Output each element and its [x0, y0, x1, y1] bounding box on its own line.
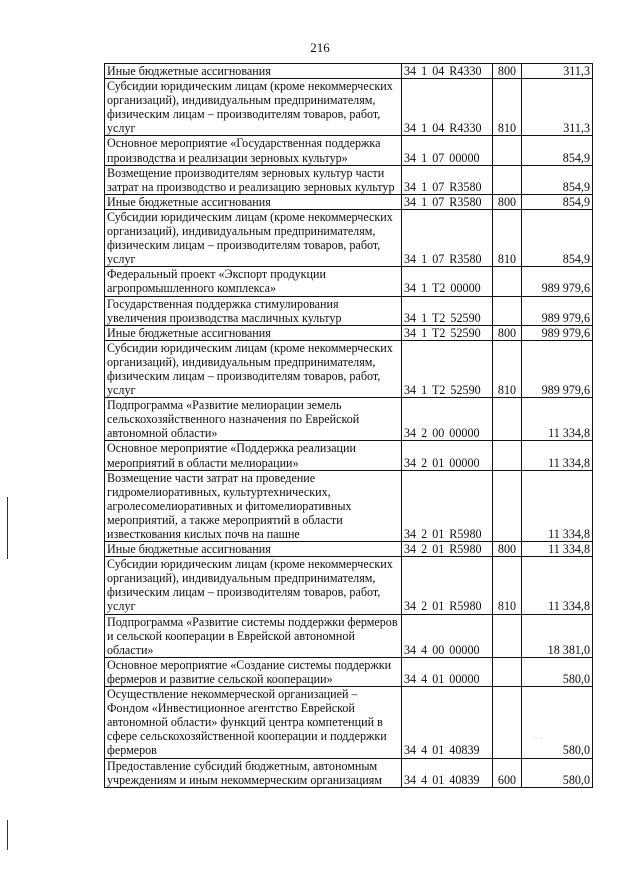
row-amount-cell: 11 334,8: [522, 398, 593, 441]
table-row: [105, 470, 593, 541]
table-row: [105, 325, 593, 340]
row-name-cell: Субсидии юридическим лицам (кроме некоммерческих организаций), индивидуальным предпринимателям, физическим лицам – производителям товаров, работ, услуг: [105, 340, 402, 397]
row-expense-type-cell: [493, 136, 522, 165]
row-name-cell: Государственная поддержка стимулирования увеличения производства масличных культур: [105, 296, 402, 325]
row-expense-type-cell: [493, 165, 522, 194]
row-amount-cell: 580,0: [522, 657, 593, 686]
row-name-cell: Иные бюджетные ассигнования: [105, 542, 402, 557]
row-code-cell: 34 1 07 00000: [402, 136, 493, 165]
table-row: [105, 557, 593, 614]
row-name-cell: Иные бюджетные ассигнования: [105, 194, 402, 209]
row-amount-cell: 580,0: [522, 687, 593, 758]
row-code-cell: 34 4 01 00000: [402, 657, 493, 686]
row-code-cell: 34 4 01 40839: [402, 758, 493, 787]
row-expense-type-cell: [493, 441, 522, 470]
row-code-cell: 34 1 T2 52590: [402, 325, 493, 340]
row-name-cell: Предоставление субсидий бюджетным, автономным учреждениям и иным некоммерческим организациям: [105, 758, 402, 787]
row-code-cell: 34 2 01 R5980: [402, 542, 493, 557]
row-amount-cell: 11 334,8: [522, 470, 593, 541]
table-row: [105, 614, 593, 657]
row-amount-cell: 989 979,6: [522, 296, 593, 325]
row-code-cell: 34 4 00 00000: [402, 614, 493, 657]
row-amount-cell: 311,3: [522, 64, 593, 79]
row-amount-cell: 989 979,6: [522, 267, 593, 296]
page-number: 216: [310, 40, 330, 55]
table-row: [105, 441, 593, 470]
row-expense-type-cell: 810: [493, 557, 522, 614]
row-name-cell: Осуществление некоммерческой организацией – Фондом «Инвестиционное агентство Еврейской автономной области» функций центра компетенций в сфере сельскохозяйственной кооперации и поддержки фермеров: [105, 687, 402, 758]
row-amount-cell: 989 979,6: [522, 340, 593, 397]
table-row: [105, 267, 593, 296]
row-expense-type-cell: 800: [493, 325, 522, 340]
row-expense-type-cell: [493, 398, 522, 441]
row-name-cell: Возмещение части затрат на проведение гидромелиоративных, культуртехнических, агролесомелиоративных и фитомелиоративных мероприятий, а также мероприятий в области известкования кислых почв на пашне: [105, 470, 402, 541]
row-code-cell: 34 2 01 R5980: [402, 557, 493, 614]
row-name-cell: Подпрограмма «Развитие системы поддержки фермеров и сельской кооперации в Еврейской автономной области»: [105, 614, 402, 657]
table-row: [105, 340, 593, 397]
row-amount-cell: 854,9: [522, 165, 593, 194]
row-code-cell: 34 1 T2 00000: [402, 267, 493, 296]
row-expense-type-cell: 810: [493, 79, 522, 136]
row-amount-cell: 11 334,8: [522, 557, 593, 614]
row-amount-cell: 854,9: [522, 194, 593, 209]
left-margin-line: [7, 820, 8, 850]
row-name-cell: Возмещение производителям зерновых культур части затрат на производство и реализацию зерновых культур: [105, 165, 402, 194]
row-expense-type-cell: [493, 614, 522, 657]
table-row: [105, 194, 593, 209]
row-name-cell: Иные бюджетные ассигнования: [105, 325, 402, 340]
row-amount-cell: 18 381,0: [522, 614, 593, 657]
row-expense-type-cell: 810: [493, 209, 522, 266]
row-expense-type-cell: 600: [493, 758, 522, 787]
row-amount-cell: 854,9: [522, 136, 593, 165]
row-name-cell: Иные бюджетные ассигнования: [105, 64, 402, 79]
table-row: [105, 64, 593, 79]
table-row: [105, 542, 593, 557]
budget-table-body: [105, 64, 593, 788]
row-amount-cell: 854,9: [522, 209, 593, 266]
row-amount-cell: 989 979,6: [522, 325, 593, 340]
row-amount-cell: 580,0: [522, 758, 593, 787]
row-code-cell: 34 1 04 R4330: [402, 79, 493, 136]
row-name-cell: Федеральный проект «Экспорт продукции агропромышленного комплекса»: [105, 267, 402, 296]
row-name-cell: Субсидии юридическим лицам (кроме некоммерческих организаций), индивидуальным предпринимателям, физическим лицам – производителям товаров, работ, услуг: [105, 557, 402, 614]
table-row: [105, 687, 593, 758]
row-expense-type-cell: 800: [493, 64, 522, 79]
table-row: [105, 296, 593, 325]
table-row: [105, 657, 593, 686]
row-code-cell: 34 2 00 00000: [402, 398, 493, 441]
row-expense-type-cell: 810: [493, 340, 522, 397]
row-expense-type-cell: 800: [493, 542, 522, 557]
row-expense-type-cell: [493, 296, 522, 325]
scan-specks: · ·: [535, 736, 542, 742]
row-amount-cell: 311,3: [522, 79, 593, 136]
table-row: [105, 165, 593, 194]
row-name-cell: Субсидии юридическим лицам (кроме некоммерческих организаций), индивидуальным предпринимателям, физическим лицам – производителям товаров, работ, услуг: [105, 209, 402, 266]
row-expense-type-cell: [493, 267, 522, 296]
row-expense-type-cell: [493, 657, 522, 686]
row-code-cell: 34 2 01 R5980: [402, 470, 493, 541]
row-amount-cell: 11 334,8: [522, 441, 593, 470]
row-code-cell: 34 1 T2 52590: [402, 296, 493, 325]
row-name-cell: Субсидии юридическим лицам (кроме некоммерческих организаций), индивидуальным предпринимателям, физическим лицам – производителям товаров, работ, услуг: [105, 79, 402, 136]
row-code-cell: 34 4 01 40839: [402, 687, 493, 758]
row-code-cell: 34 2 01 00000: [402, 441, 493, 470]
row-code-cell: 34 1 04 R4330: [402, 64, 493, 79]
row-amount-cell: 11 334,8: [522, 542, 593, 557]
row-name-cell: Основное мероприятие «Государственная поддержка производства и реализации зерновых культур»: [105, 136, 402, 165]
table-row: [105, 136, 593, 165]
table-row: [105, 79, 593, 136]
row-expense-type-cell: 800: [493, 194, 522, 209]
row-code-cell: 34 1 07 R3580: [402, 165, 493, 194]
row-name-cell: Подпрограмма «Развитие мелиорации земель сельскохозяйственного назначения по Еврейской автономной области»: [105, 398, 402, 441]
table-row: [105, 758, 593, 787]
row-code-cell: 34 1 07 R3580: [402, 209, 493, 266]
row-name-cell: Основное мероприятие «Поддержка реализации мероприятий в области мелиорации»: [105, 441, 402, 470]
row-code-cell: 34 1 T2 52590: [402, 340, 493, 397]
row-expense-type-cell: [493, 687, 522, 758]
row-name-cell: Основное мероприятие «Создание системы поддержки фермеров и развитие сельской кооперации»: [105, 657, 402, 686]
table-row: [105, 209, 593, 266]
table-row: [105, 398, 593, 441]
left-margin-line: [7, 497, 8, 559]
row-expense-type-cell: [493, 470, 522, 541]
budget-table: [104, 63, 593, 788]
row-code-cell: 34 1 07 R3580: [402, 194, 493, 209]
